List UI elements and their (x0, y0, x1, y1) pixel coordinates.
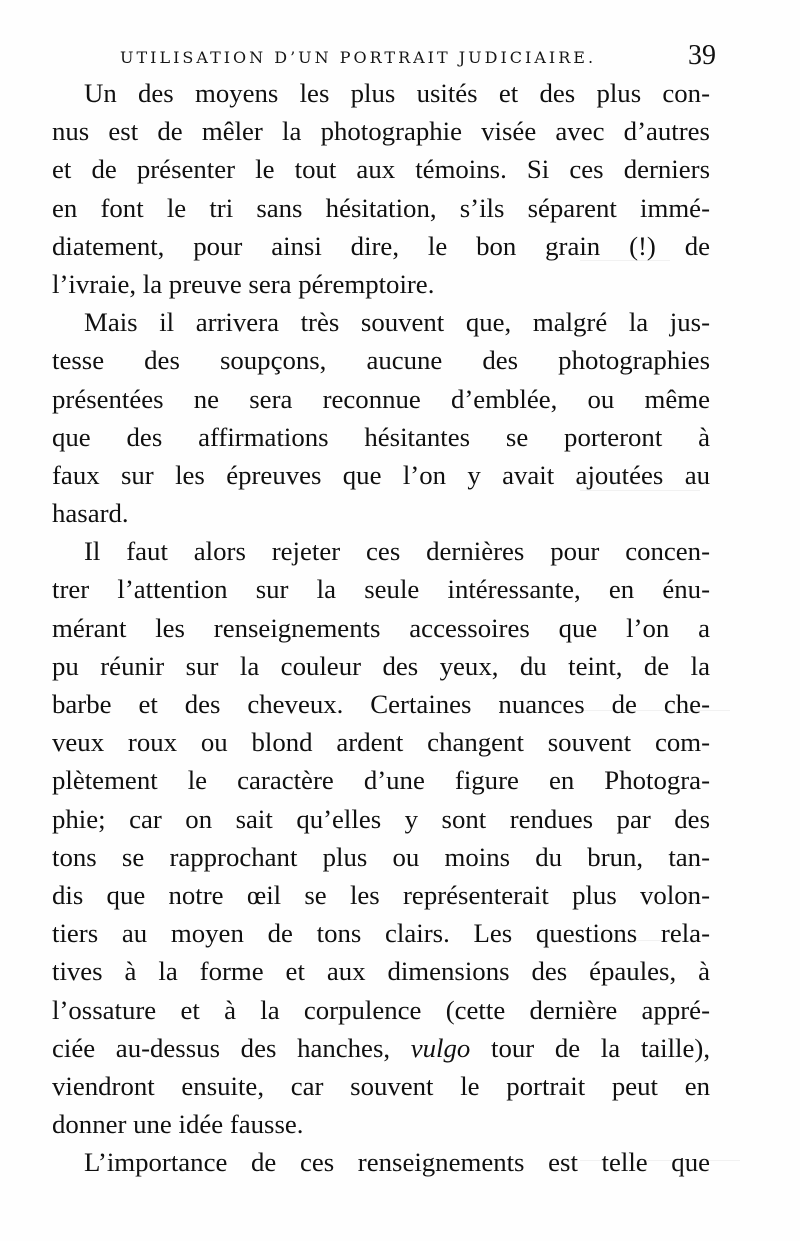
page-header (0, 40, 800, 76)
text-line: en font le tri sans hésitation, s’ils séparent immé- (52, 192, 710, 223)
paragraph (52, 1143, 710, 1181)
text-line: l’ivraie, la preuve sera péremptoire. (52, 268, 435, 299)
text-fragment: ciée au-dessus des hanches, (52, 1032, 391, 1063)
paragraph (52, 532, 710, 1143)
text-line: que des affirmations hésitantes se porteront à (52, 421, 710, 452)
text-line: pu réunir sur la couleur des yeux, du teint, de la (52, 650, 710, 681)
text-line: L’importance de ces renseignements est telle que (84, 1147, 710, 1178)
italic-word: vulgo (410, 1032, 471, 1063)
text-line: nus est de mêler la photographie visée avec d’autres (52, 116, 710, 147)
body-text (52, 74, 710, 1181)
paragraph (52, 74, 710, 303)
text-line: et de présenter le tout aux témoins. Si ces derniers (52, 154, 710, 185)
text-line: tesse des soupçons, aucune des photographies (52, 345, 710, 376)
text-line: tives à la forme et aux dimensions des épaules, à (52, 956, 710, 987)
text-line: Il faut alors rejeter ces dernières pour concen- (84, 536, 710, 567)
text-line: veux roux ou blond ardent changent souvent com- (52, 727, 710, 758)
text-line: présentées ne sera reconnue d’emblée, ou même (52, 383, 710, 414)
text-line-with-italic (52, 1029, 710, 1067)
text-fragment: tour de la taille), (491, 1032, 711, 1063)
text-line: Un des moyens les plus usités et des plus con- (84, 78, 710, 108)
page-number: 39 (688, 40, 716, 71)
text-line: Mais il arrivera très souvent que, malgré la jus- (84, 307, 710, 338)
text-line: dis que notre œil se les représenterait plus volon- (52, 879, 710, 910)
text-line: hasard. (52, 498, 129, 529)
text-line: tons se rapprochant plus ou moins du brun, tan- (52, 841, 710, 872)
text-line: tiers au moyen de tons clairs. Les questions rela- (52, 918, 710, 949)
running-head: UTILISATION D’UN PORTRAIT JUDICIAIRE. (120, 48, 597, 67)
text-line: trer l’attention sur la seule intéressante, en énu- (52, 574, 710, 605)
text-line: diatement, pour ainsi dire, le bon grain (!) de (52, 230, 710, 261)
text-line: phie; car on sait qu’elles y sont rendues par des (52, 803, 710, 834)
text-line: faux sur les épreuves que l’on y avait ajoutées au (52, 459, 710, 490)
text-line: donner une idée fausse. (52, 1109, 304, 1140)
text-line: mérant les renseignements accessoires que l’on a (52, 612, 710, 643)
text-line: barbe et des cheveux. Certaines nuances de che- (52, 689, 710, 719)
text-line: viendront ensuite, car souvent le portrait peut en (52, 1070, 710, 1101)
text-line: l’ossature et à la corpulence (cette dernière appré- (52, 994, 710, 1025)
text-line: plètement le caractère d’une figure en Photogra- (52, 765, 710, 796)
paragraph (52, 303, 710, 532)
